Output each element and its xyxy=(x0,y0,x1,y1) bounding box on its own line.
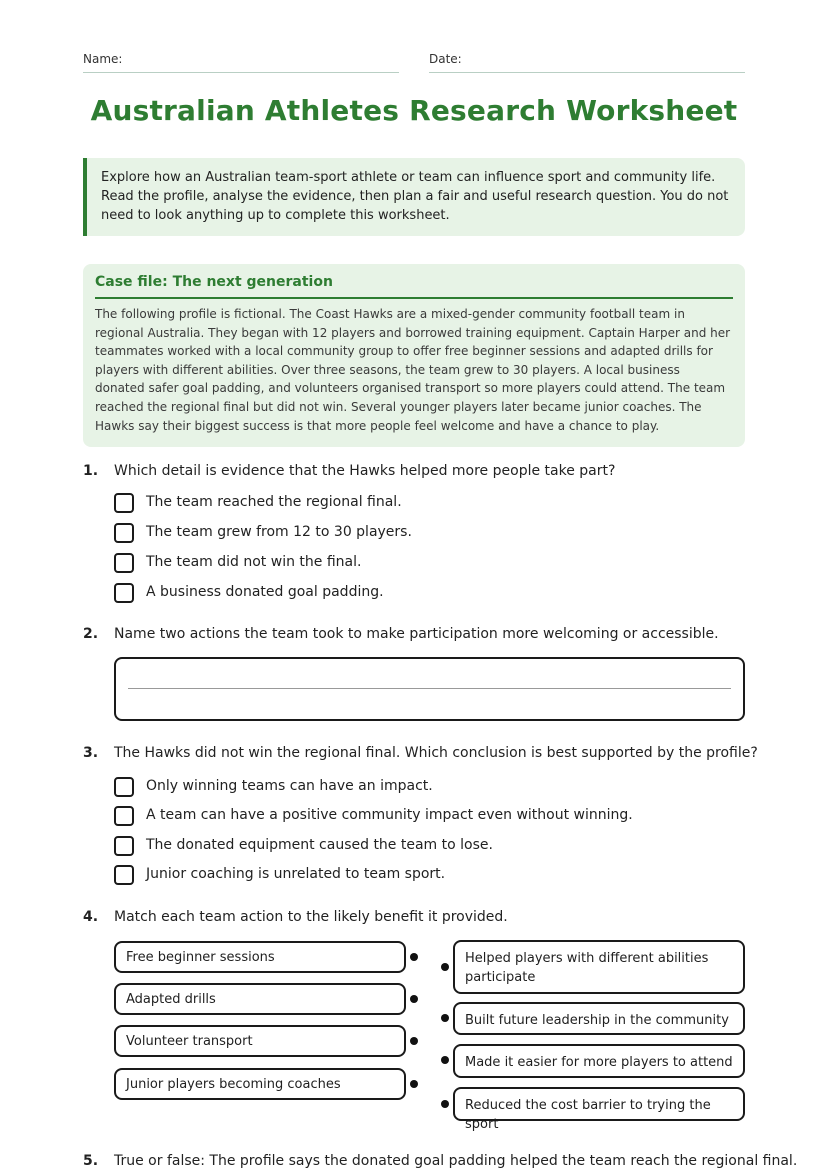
option-label: The donated equipment caused the team to lose. xyxy=(146,837,493,853)
name-label: Name: xyxy=(83,52,123,66)
option-label: A business donated goal padding. xyxy=(146,584,384,600)
match-right-dot[interactable] xyxy=(441,1056,449,1064)
match-right-item[interactable]: Built future leadership in the community xyxy=(453,1002,745,1035)
match-right-dot[interactable] xyxy=(441,1100,449,1108)
checkbox[interactable] xyxy=(114,806,134,826)
question-text: True or false: The profile says the donated goal padding helped the team reach the regional final. xyxy=(114,1153,798,1169)
intro-callout: Explore how an Australian team-sport athlete or team can influence sport and community life. Read the profile, analyse the evidence, then plan a fair and useful research question. You do not need to look anything up to complete this worksheet. xyxy=(83,158,745,236)
question-text: Which detail is evidence that the Hawks helped more people take part? xyxy=(114,463,616,479)
case-file-title: Case file: The next generation xyxy=(95,274,733,299)
match-left-item[interactable]: Volunteer transport xyxy=(114,1025,406,1057)
match-left-dot[interactable] xyxy=(410,953,418,961)
checkbox[interactable] xyxy=(114,583,134,603)
match-left-dot[interactable] xyxy=(410,995,418,1003)
question-number: 4. xyxy=(83,909,99,925)
question-text: Name two actions the team took to make participation more welcoming or accessible. xyxy=(114,626,719,642)
match-right-dot[interactable] xyxy=(441,963,449,971)
case-file-panel xyxy=(83,264,745,447)
question-text: Match each team action to the likely benefit it provided. xyxy=(114,909,508,925)
option-label: Junior coaching is unrelated to team sport. xyxy=(146,866,446,882)
match-right-item[interactable]: Helped players with different abilities participate xyxy=(453,940,745,994)
option-label: The team did not win the final. xyxy=(146,554,362,570)
name-date-row xyxy=(83,52,745,74)
answer-line xyxy=(128,688,731,689)
match-right-item[interactable]: Made it easier for more players to attend xyxy=(453,1044,745,1078)
option-label: The team grew from 12 to 30 players. xyxy=(146,524,412,540)
option-label: A team can have a positive community impact even without winning. xyxy=(146,807,633,823)
worksheet-title: Australian Athletes Research Worksheet xyxy=(90,94,738,127)
question-number: 2. xyxy=(83,626,99,642)
match-right-item[interactable]: Reduced the cost barrier to trying the sport xyxy=(453,1087,745,1121)
match-left-dot[interactable] xyxy=(410,1037,418,1045)
checkbox[interactable] xyxy=(114,836,134,856)
q2-answer-box[interactable] xyxy=(114,657,745,721)
checkbox[interactable] xyxy=(114,523,134,543)
question-number: 1. xyxy=(83,463,99,479)
match-right-dot[interactable] xyxy=(441,1014,449,1022)
checkbox[interactable] xyxy=(114,553,134,573)
checkbox[interactable] xyxy=(114,777,134,797)
name-field[interactable] xyxy=(83,52,399,73)
match-left-dot[interactable] xyxy=(410,1080,418,1088)
question-number: 3. xyxy=(83,745,99,761)
date-field[interactable] xyxy=(429,52,745,73)
checkbox[interactable] xyxy=(114,865,134,885)
checkbox[interactable] xyxy=(114,493,134,513)
question-number: 5. xyxy=(83,1153,99,1169)
match-left-item[interactable]: Junior players becoming coaches xyxy=(114,1068,406,1100)
option-label: The team reached the regional final. xyxy=(146,494,402,510)
option-label: Only winning teams can have an impact. xyxy=(146,778,433,794)
match-left-item[interactable]: Adapted drills xyxy=(114,983,406,1015)
case-file-body: The following profile is fictional. The Coast Hawks are a mixed-gender community football team in regional Australia. They began with 12 players and borrowed training equipment. Captain Harper and her teammates worked with a local community group to offer free beginner sessions and adapted drills for players with different abilities. Over three seasons, the team grew to 30 players. A local business donated safer goal padding, and volunteers organised transport so more players could attend. The team reached the regional final but did not win. Several younger players later became junior coaches. The Hawks say their biggest success is that more people feel welcome and have a chance to play. xyxy=(95,307,731,433)
question-text: The Hawks did not win the regional final. Which conclusion is best supported by the profile? xyxy=(114,745,758,761)
date-label: Date: xyxy=(429,52,462,66)
match-left-item[interactable]: Free beginner sessions xyxy=(114,941,406,973)
